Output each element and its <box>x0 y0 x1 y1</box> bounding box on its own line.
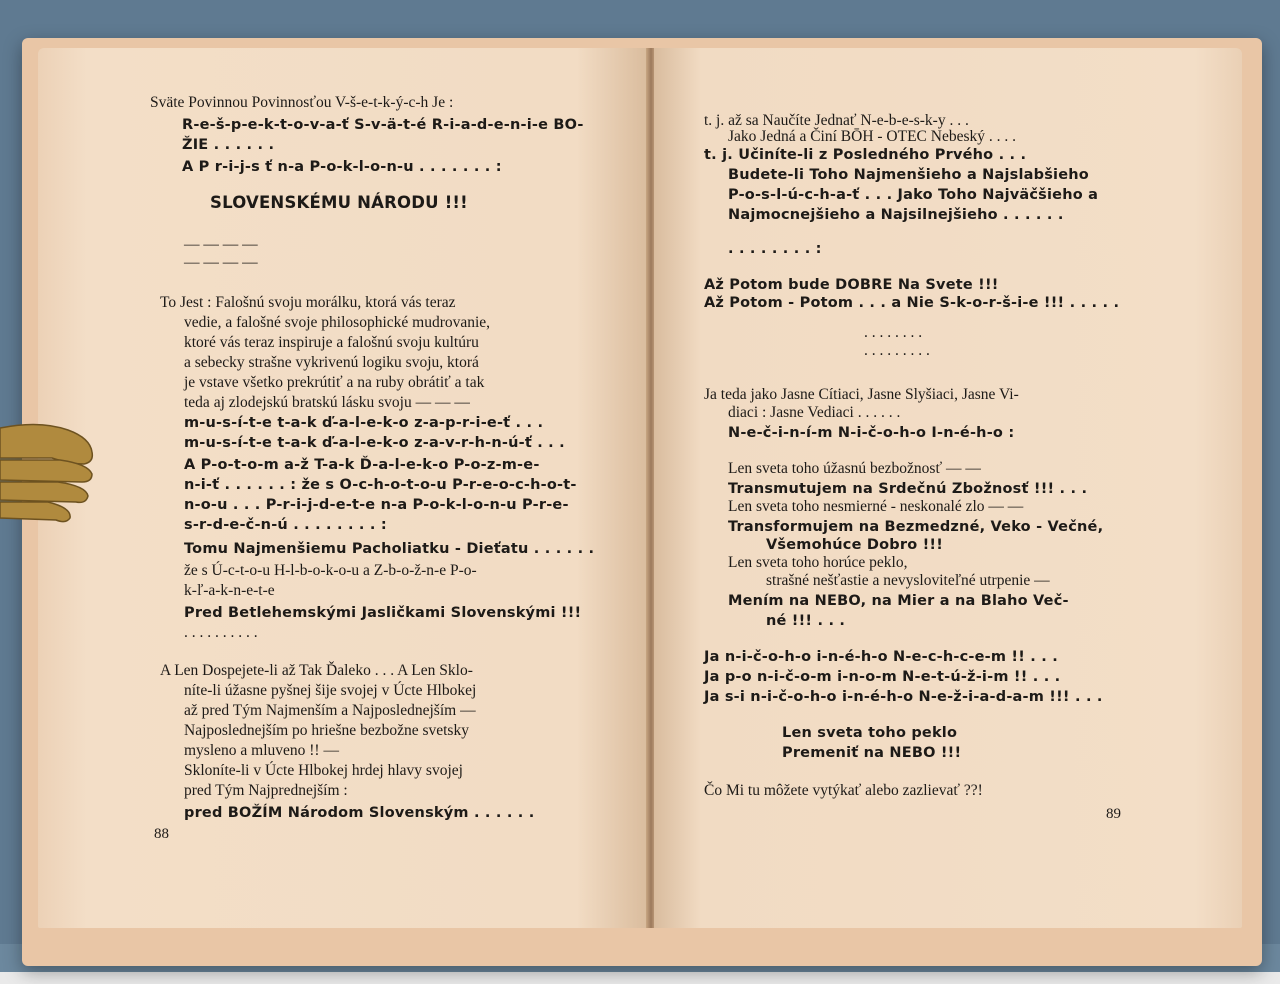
text-line: Transformujem na Bezmedzné, Veko - Večné, <box>728 519 1104 535</box>
text-line: t. j. Učiníte-li z Posledného Prvého . . . <box>704 147 1027 163</box>
text-line: je vstave všetko prekrútiť a na ruby obrátiť a tak <box>184 374 485 391</box>
text-line: . . . . . . . . <box>864 324 923 341</box>
text-line: . . . . . . . . . . <box>184 624 258 641</box>
text-line: až pred Tým Najmenším a Najposlednejším — <box>184 702 476 719</box>
text-line: Transmutujem na Srdečnú Zbožnosť !!! . . . <box>728 481 1088 497</box>
text-line: s-r-d-e-č-n-ú . . . . . . . . : <box>184 517 387 533</box>
text-line: diaci : Jasne Vediaci . . . . . . <box>728 404 901 421</box>
text-line: Jako Jedná a Činí BŌH - OTEC Nebeský . . . . <box>728 128 1016 145</box>
brass-hand-clip-icon <box>0 418 100 528</box>
text-line: n-o-u . . . P-r-i-j-d-e-t-e n-a P-o-k-l-o-n-u P-r-e- <box>184 497 569 513</box>
text-line: To Jest : Falošnú svoju morálku, ktorá vás teraz <box>160 294 456 311</box>
text-line: pred Tým Najprednejším : <box>184 782 348 799</box>
background-strip <box>0 972 1280 984</box>
text-line: a sebecky strašne vykrivenú logiku svoju, ktorá <box>184 354 479 371</box>
text-line: Až Potom - Potom . . . a Nie S-k-o-r-š-i-e !!! . . . . . <box>704 295 1120 311</box>
text-line: ktoré vás teraz inspiruje a falošnú svoju kultúru <box>184 334 479 351</box>
text-line: mysleno a mluveno !! — <box>184 742 339 759</box>
text-line: Všemohúce Dobro !!! <box>766 537 944 553</box>
text-line: Len sveta toho horúce peklo, <box>728 554 908 571</box>
text-line: Ja teda jako Jasne Cítiaci, Jasne Slyšiaci, Jasne Vi- <box>704 386 1019 403</box>
text-line: Čo Mi tu môžete vytýkať alebo zazlievať ??! <box>704 782 983 799</box>
text-line: ŽIE . . . . . . <box>182 137 275 153</box>
text-line: Len sveta toho úžasnú bezbožnosť — — <box>728 460 981 477</box>
text-line: Ja n-i-č-o-h-o i-n-é-h-o N-e-c-h-c-e-m !! . . . <box>704 649 1058 665</box>
text-line: Skloníte-li v Úcte Hlbokej hrdej hlavy svojej <box>184 762 463 779</box>
text-line: níte-li úžasne pyšnej šije svojej v Úcte Hlbokej <box>184 682 477 699</box>
page-number: 88 <box>154 826 169 842</box>
text-line: — — — — <box>184 236 258 253</box>
text-line: k-ľ-a-k-n-e-t-e <box>184 582 275 599</box>
text-line: — — — — <box>184 254 258 271</box>
text-line: Sväte Povinnou Povinnosťou V-š-e-t-k-ý-c-h Je : <box>150 94 454 111</box>
text-line: A Len Dospejete-li až Tak Ďaleko . . . A Len Sklo- <box>160 662 473 679</box>
text-line: Len sveta toho peklo <box>782 725 958 741</box>
right-page <box>654 48 1242 928</box>
text-line: . . . . . . . . : <box>728 241 822 257</box>
left-page <box>38 48 650 928</box>
text-line: P-o-s-l-ú-c-h-a-ť . . . Jako Toho Najväčšieho a <box>728 187 1099 203</box>
text-line: strašné nešťastie a nevysloviteľné utrpenie — <box>766 572 1050 589</box>
text-line: teda aj zlodejskú bratskú lásku svoju — — — <box>184 394 470 411</box>
text-line: Najposlednejším po hriešne bezbožne svetsky <box>184 722 469 739</box>
text-line: Pred Betlehemskými Jasličkami Slovenskými !!! <box>184 605 582 621</box>
text-line: m-u-s-í-t-e t-a-k ď-a-l-e-k-o z-a-p-r-i-e-ť . . . <box>184 415 544 431</box>
text-line: Tomu Najmenšiemu Pacholiatku - Dieťatu . . . . . . <box>184 541 595 557</box>
text-line: . . . . . . . . . <box>864 342 930 359</box>
text-line: n-i-ť . . . . . . : že s O-c-h-o-t-o-u P-r-e-o-c-h-o-t- <box>184 477 577 493</box>
text-line: SLOVENSKÉMU NÁRODU !!! <box>210 193 468 212</box>
text-line: m-u-s-í-t-e t-a-k ď-a-l-e-k-o z-a-v-r-h-n-ú-ť . . . <box>184 435 565 451</box>
text-line: Mením na NEBO, na Mier a na Blaho Več- <box>728 593 1069 609</box>
text-line: Až Potom bude DOBRE Na Svete !!! <box>704 277 999 293</box>
text-line: vedie, a falošné svoje philosophické mudrovanie, <box>184 314 491 331</box>
text-line: Premeniť na NEBO !!! <box>782 745 962 761</box>
text-line: A P-o-t-o-m a-ž T-a-k Ď-a-l-e-k-o P-o-z-m-e- <box>184 457 540 473</box>
text-line: A P r-i-j-s ť n-a P-o-k-l-o-n-u . . . . . . . : <box>182 159 502 175</box>
text-line: Najmocnejšieho a Najsilnejšieho . . . . . . <box>728 207 1064 223</box>
text-line: R-e-š-p-e-k-t-o-v-a-ť S-v-ä-t-é R-i-a-d-e-n-i-e BO- <box>182 117 584 133</box>
text-line: že s Ú-c-t-o-u H-l-b-o-k-o-u a Z-b-o-ž-n-e P-o- <box>184 562 477 579</box>
text-line: pred BOŽÍM Národom Slovenským . . . . . . <box>184 805 535 821</box>
text-line: né !!! . . . <box>766 613 846 629</box>
text-line: t. j. až sa Naučíte Jednať N-e-b-e-s-k-y . . . <box>704 112 969 129</box>
text-line: Len sveta toho nesmierné - neskonalé zlo — — <box>728 498 1024 515</box>
text-line: Budete-li Toho Najmenšieho a Najslabšieho <box>728 167 1089 183</box>
text-line: Ja p-o n-i-č-o-m i-n-o-m N-e-t-ú-ž-i-m !! . . . <box>704 669 1061 685</box>
page-number: 89 <box>1106 806 1121 822</box>
text-line: Ja s-i n-i-č-o-h-o i-n-é-h-o N-e-ž-i-a-d-a-m !!! . . . <box>704 689 1103 705</box>
text-line: N-e-č-i-n-í-m N-i-č-o-h-o I-n-é-h-o : <box>728 425 1015 441</box>
